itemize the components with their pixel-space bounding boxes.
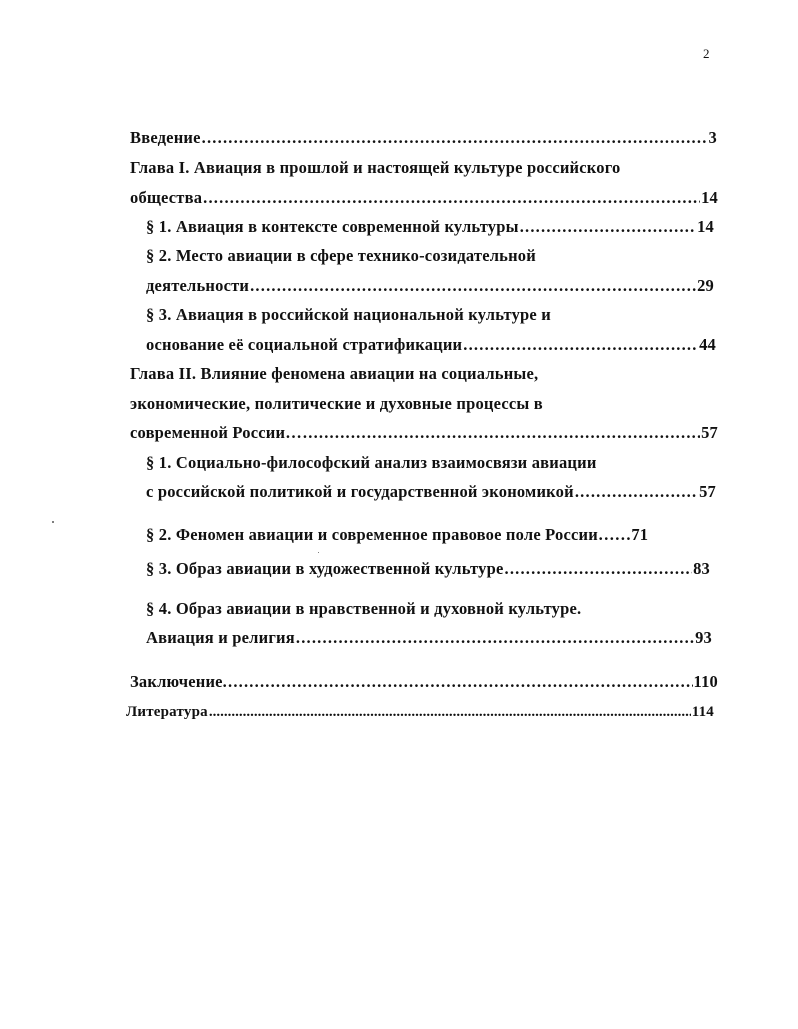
toc-entry-ch2-section-4-line-1 [146, 599, 581, 619]
toc-entry-page: 57 [699, 482, 716, 501]
toc-entry-chapter-1-line-2 [130, 188, 718, 208]
toc-entry-page: 44 [699, 335, 716, 354]
toc-entry-introduction [130, 128, 717, 148]
toc-entry-page: 3 [708, 128, 717, 147]
toc-entry-ch1-section-2-line-1 [146, 246, 536, 266]
toc-leader-dots [463, 335, 698, 355]
toc-leader-dots [520, 217, 696, 237]
page-number: 2 [703, 46, 710, 61]
toc-entry-page: 14 [701, 188, 718, 207]
toc-entry-chapter-1-line-1 [130, 158, 620, 178]
toc-entry-page: 93 [695, 628, 712, 647]
toc-leader-dots [202, 128, 708, 148]
toc-leader-dots [209, 702, 691, 722]
toc-entry-conclusion [130, 672, 718, 692]
toc-entry-chapter-2-line-3 [130, 423, 718, 443]
toc-entry-page: 14 [697, 217, 714, 236]
toc-entry-title: основание её социальной стратификации [146, 335, 463, 354]
scan-speck [318, 552, 319, 553]
toc-entry-title: § 4. Образ авиации в нравственной и духовной культуре. [146, 599, 582, 618]
toc-entry-title: Глава II. Влияние феномена авиации на социальные, [130, 364, 539, 383]
toc-entry-ch1-section-1 [146, 217, 714, 237]
toc-entry-literature [126, 702, 714, 722]
toc-entry-ch1-section-3-line-1 [146, 305, 551, 325]
toc-entry-ch2-section-2 [146, 525, 714, 545]
toc-entry-title: § 2. Феномен авиации и современное правовое поле России…… [146, 525, 632, 544]
toc-entry-page: 71 [631, 525, 649, 544]
toc-entry-chapter-2-line-1 [130, 364, 538, 384]
toc-entry-ch2-section-3 [146, 559, 710, 579]
toc-entry-title: с российской политикой и государственной экономикой [146, 482, 574, 501]
toc-entry-title: § 1. Авиация в контексте современной культуры [146, 217, 519, 236]
toc-entry-title: общества [130, 188, 203, 207]
toc-entry-ch1-section-3-line-2 [146, 335, 716, 355]
toc-leader-dots [296, 628, 694, 648]
toc-entry-title: деятельности [146, 276, 250, 295]
toc-entry-title: § 1. Социально-философский анализ взаимосвязи авиации [146, 453, 597, 472]
toc-entry-ch2-section-4-line-2 [146, 628, 712, 648]
toc-entry-ch2-section-1-line-2 [146, 482, 716, 502]
toc-leader-dots [228, 672, 693, 692]
toc-entry-title: § 3. Образ авиации в художественной культуре [146, 559, 504, 578]
toc-entry-title: § 2. Место авиации в сфере технико-созидательной [146, 246, 536, 265]
toc-entry-title: Заключение. [130, 672, 227, 691]
toc-leader-dots [575, 482, 698, 502]
toc-entry-page: 114 [691, 704, 714, 720]
toc-entry-title: экономические, политические и духовные процессы в [130, 394, 543, 413]
toc-leader-dots [303, 423, 700, 443]
toc-entry-title: § 3. Авиация в российской национальной культуре и [146, 305, 551, 324]
toc-entry-ch1-section-2-line-2 [146, 276, 714, 296]
toc-leader-dots [250, 276, 696, 296]
toc-entry-page: 57 [701, 423, 718, 442]
toc-entry-ch2-section-1-line-1 [146, 453, 597, 473]
toc-entry-page: 29 [697, 276, 714, 295]
toc-leader-dots [505, 559, 693, 579]
toc-entry-page: 83 [693, 559, 710, 578]
toc-entry-title: Авиация и религия [146, 628, 295, 647]
toc-leader-dots [203, 188, 700, 208]
scan-speck [52, 521, 54, 523]
toc-entry-title: Глава I. Авиация в прошлой и настоящей культуре российского [130, 158, 621, 177]
toc-entry-chapter-2-line-2 [130, 394, 543, 414]
toc-entry-title: Литература [126, 704, 208, 720]
toc-entry-title: Введение [130, 128, 201, 147]
toc-entry-page: 110 [693, 672, 718, 691]
toc-entry-title: современной России… [130, 423, 302, 442]
